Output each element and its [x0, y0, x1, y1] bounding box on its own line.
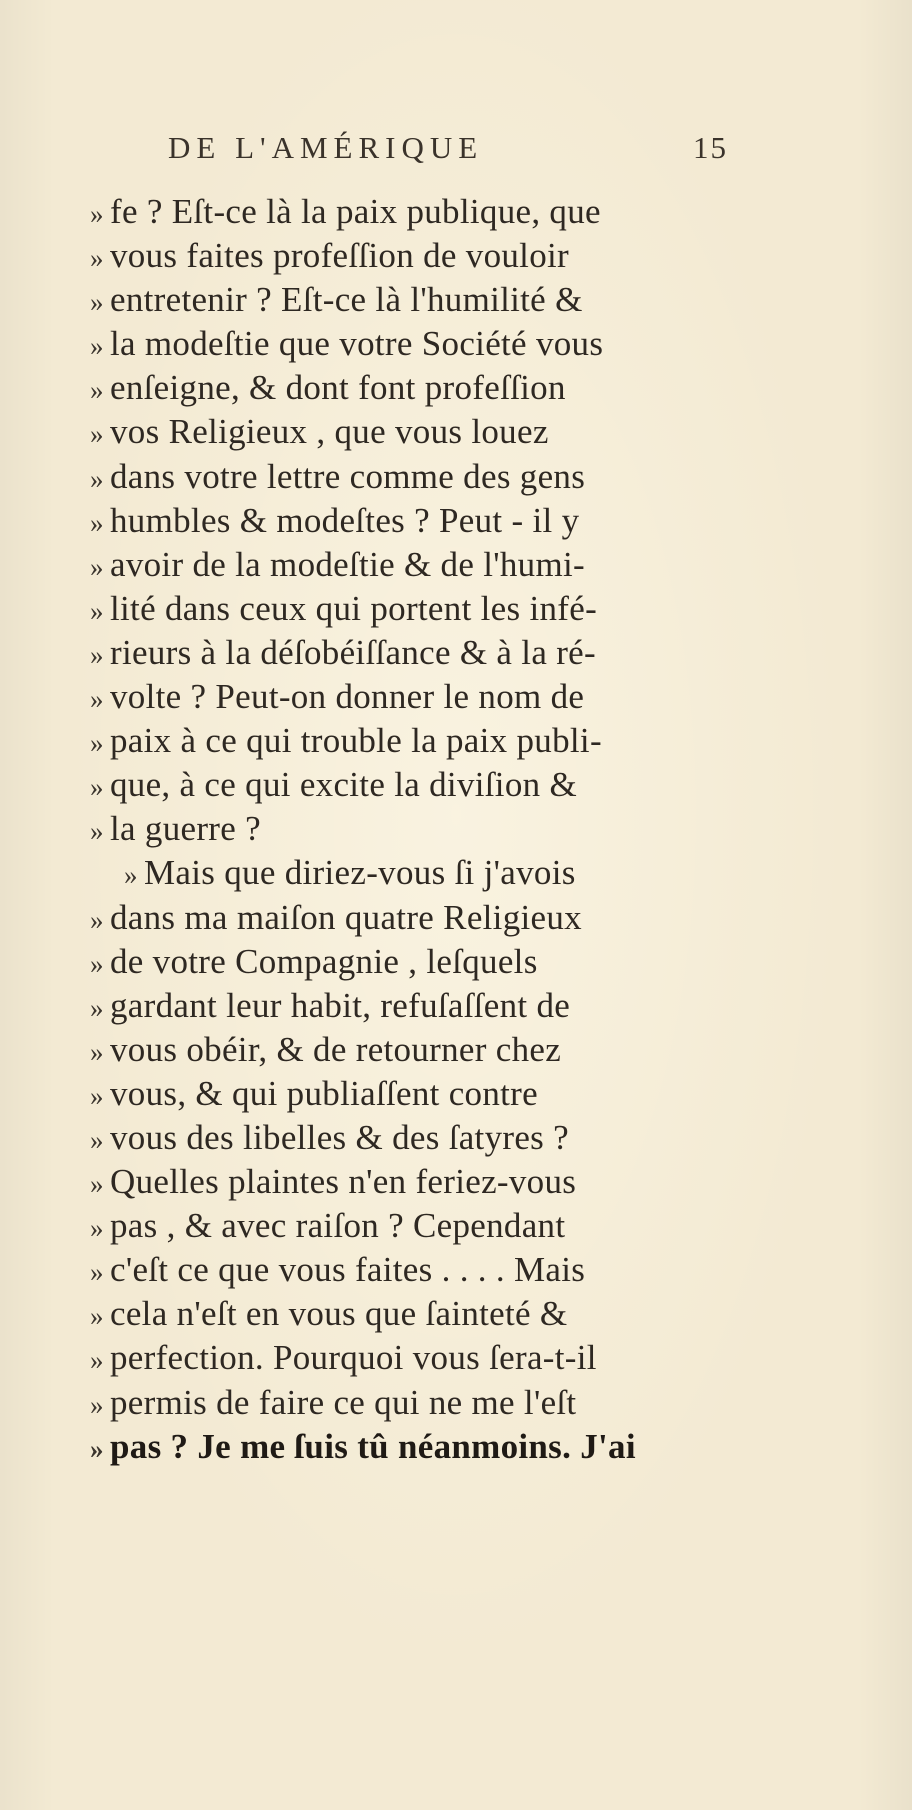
- guillemet: »: [90, 331, 104, 362]
- text-line: [90, 410, 750, 454]
- text-line: [90, 1160, 750, 1204]
- line-text: avoir de la modeſtie & de l'humi-: [110, 544, 585, 584]
- text-line: [90, 455, 750, 499]
- guillemet: »: [90, 243, 104, 274]
- guillemet: »: [90, 287, 104, 318]
- text-line: [90, 719, 750, 763]
- text-line: [90, 587, 750, 631]
- guillemet: »: [90, 1389, 104, 1420]
- text-line: [90, 234, 750, 278]
- guillemet: »: [90, 1036, 104, 1067]
- guillemet: »: [90, 463, 104, 494]
- guillemet: »: [124, 860, 138, 891]
- line-text: cela n'eſt en vous que ſainteté &: [110, 1294, 568, 1334]
- line-text: Mais que diriez-vous ſi j'avois: [144, 853, 576, 893]
- guillemet: »: [90, 419, 104, 450]
- line-text: gardant leur habit, refuſaſſent de: [110, 985, 571, 1025]
- line-text: vous des libelles & des ſatyres ?: [110, 1117, 569, 1157]
- text-line: [90, 543, 750, 587]
- text-line: [90, 1116, 750, 1160]
- line-text: la modeſtie que votre Société vous: [110, 324, 604, 364]
- guillemet: »: [90, 772, 104, 803]
- guillemet: »: [90, 904, 104, 935]
- text-line: [90, 1292, 750, 1336]
- guillemet: »: [90, 948, 104, 979]
- guillemet: »: [90, 199, 104, 229]
- text-line: [90, 807, 750, 851]
- text-line: [90, 1028, 750, 1072]
- text-line: [90, 1425, 750, 1469]
- guillemet: »: [90, 816, 104, 847]
- guillemet: »: [90, 992, 104, 1023]
- text-line: [90, 896, 750, 940]
- guillemet: »: [90, 728, 104, 759]
- running-head-title: DE L'AMÉRIQUE: [168, 130, 484, 165]
- line-text: rieurs à la déſobéiſſance & à la ré-: [110, 632, 596, 672]
- guillemet: »: [90, 639, 104, 670]
- body-text: [90, 190, 750, 1469]
- guillemet: »: [90, 1080, 104, 1111]
- line-text: pas ? Je me ſuis tû néanmoins. J'ai: [110, 1426, 636, 1466]
- line-text: lité dans ceux qui portent les infé-: [110, 588, 598, 628]
- page-number: 15: [693, 130, 728, 165]
- running-head: [168, 130, 728, 174]
- line-text: dans ma maiſon quatre Religieux: [110, 897, 582, 937]
- line-text: volte ? Peut-on donner le nom de: [110, 677, 585, 717]
- text-line: [90, 366, 750, 410]
- guillemet: »: [90, 1124, 104, 1155]
- text-line: [90, 322, 750, 366]
- line-text: fe ? Eſt-ce là la paix publique, que: [110, 192, 601, 231]
- guillemet: »: [90, 1169, 104, 1200]
- line-text: perfection. Pourquoi vous ſera-t-il: [110, 1338, 597, 1378]
- guillemet: »: [90, 684, 104, 715]
- guillemet: »: [90, 595, 104, 626]
- line-text: paix à ce qui trouble la paix publi-: [110, 721, 602, 761]
- line-text: enſeigne, & dont font profeſſion: [110, 368, 566, 408]
- line-text: Quelles plaintes n'en feriez-vous: [110, 1162, 577, 1202]
- line-text: vous, & qui publiaſſent contre: [110, 1073, 538, 1113]
- guillemet: »: [90, 1213, 104, 1244]
- text-line: [90, 940, 750, 984]
- line-text: vos Religieux , que vous louez: [110, 412, 549, 452]
- guillemet: »: [90, 375, 104, 406]
- text-line: [90, 1204, 750, 1248]
- guillemet: »: [90, 507, 104, 538]
- guillemet: »: [90, 551, 104, 582]
- text-line: [90, 763, 750, 807]
- text-line: [90, 278, 750, 322]
- text-line: [90, 631, 750, 675]
- line-text: la guerre ?: [110, 809, 261, 849]
- text-line: [90, 1336, 750, 1380]
- text-line: [90, 190, 750, 234]
- text-line: [90, 1248, 750, 1292]
- text-line: [90, 499, 750, 543]
- line-text: que, à ce qui excite la diviſion &: [110, 765, 577, 805]
- line-text: humbles & modeſtes ? Peut - il y: [110, 500, 580, 540]
- line-text: c'eſt ce que vous faites . . . . Mais: [110, 1250, 586, 1290]
- guillemet: »: [90, 1301, 104, 1332]
- text-line: [90, 984, 750, 1028]
- text-line: [90, 1381, 750, 1425]
- line-text: permis de faire ce qui ne me l'eſt: [110, 1382, 577, 1422]
- line-text: pas , & avec raiſon ? Cependant: [110, 1206, 566, 1246]
- guillemet: »: [90, 1433, 104, 1464]
- line-text: dans votre lettre comme des gens: [110, 456, 586, 496]
- paragraph-start-line: [90, 851, 750, 895]
- guillemet: »: [90, 1345, 104, 1376]
- line-text: vous obéir, & de retourner chez: [110, 1029, 562, 1069]
- line-text: de votre Compagnie , leſquels: [110, 941, 538, 981]
- text-line: [90, 675, 750, 719]
- text-line: [90, 1072, 750, 1116]
- line-text: vous faites profeſſion de vouloir: [110, 236, 569, 276]
- line-text: entretenir ? Eſt-ce là l'humilité &: [110, 280, 583, 320]
- guillemet: »: [90, 1257, 104, 1288]
